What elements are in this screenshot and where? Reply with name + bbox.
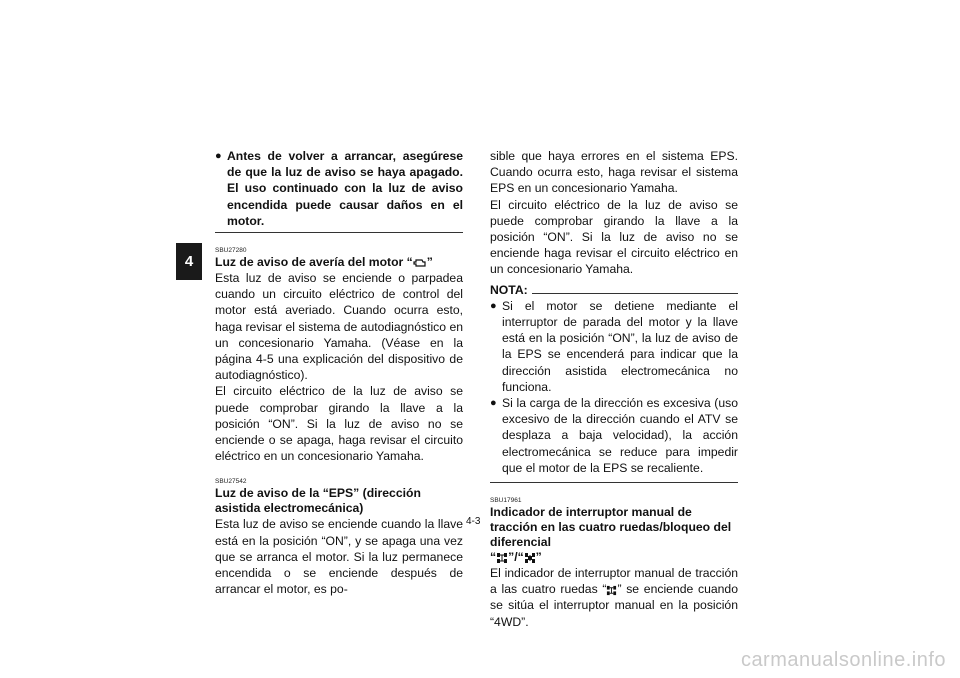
four-wheel-drive-icon (496, 552, 508, 564)
paragraph: Esta luz de aviso se enciende o parpadea cuando un circuito eléctrico de control del motor está averiado. Cuando ocurra esto, haga revisar el sistema de autodiagnóstico en un concesionario Yamaha. (Véase en la página 4-5 una explicación del dispositivo de autodiagnóstico). (215, 271, 463, 383)
bullet-icon: ● (490, 397, 497, 410)
note-label: NOTA: (490, 282, 528, 297)
section-heading-engine-warning (215, 255, 463, 270)
section-code: SBU27280 (215, 247, 247, 255)
four-wheel-drive-icon (606, 585, 617, 596)
note-end-rule (490, 482, 738, 483)
paragraph: sible que haya errores en el sistema EPS. Cuando ocurra esto, haga revisar el sistema EPS en un concesionario Yamaha. (490, 149, 738, 196)
warning-rule (215, 232, 463, 233)
heading-text: Luz de aviso de avería del motor “ (215, 255, 413, 270)
right-column (490, 148, 738, 630)
paragraph: El circuito eléctrico de la luz de aviso se puede comprobar girando la llave a la posición “ON”. Si la luz de aviso no se enciende haga revisar el circuito eléctrico en un concesionario Yamaha. (490, 197, 738, 277)
bullet-icon: ● (490, 299, 497, 312)
quote-close: ” (535, 550, 542, 565)
warning-text: Antes de volver a arrancar, asegúrese de que la luz de aviso se haya apagado. El uso continuado con la luz de aviso encendida puede causar daños en el motor. (227, 149, 463, 228)
chapter-tab (176, 243, 202, 280)
watermark: carmanualsonline.info (740, 649, 946, 671)
section-heading-4wd: Indicador de interruptor manual de tracción en las cuatro ruedas/bloqueo del diferencial (490, 505, 732, 550)
note-item (490, 395, 738, 476)
note-header (490, 282, 738, 298)
section-code: SBU17961 (490, 497, 522, 505)
section-heading-eps: Luz de aviso de la “EPS” (dirección asistida electromecánica) (215, 486, 421, 516)
quote-open: “ (490, 550, 497, 565)
paragraph-text: El indicador de interruptor manual de tracción a las cuatro ruedas “ (490, 566, 738, 597)
engine-icon (413, 258, 427, 268)
paragraph-text: ” se enciende cuando se sitúa el interruptor manual en la posición “4WD”. (490, 582, 738, 629)
diff-lock-icon (524, 552, 536, 564)
chapter-tab-label: 4 (184, 253, 194, 270)
section-code: SBU27542 (215, 478, 247, 486)
note-text: Si la carga de la dirección es excesiva (uso excesivo de la dirección cuando el ATV se desplaza a baja velocidad), la acción electromecánica se reduce para impedir que el motor de la EPS se recaliente. (502, 396, 738, 475)
quote-sep: ”/“ (508, 550, 524, 565)
paragraph: Esta luz de aviso se enciende cuando la llave está en la posición “ON”, y se apaga una vez que se arranca el motor. Si la luz permanece encendida o se enciende después de arrancar el motor, es po- (215, 517, 463, 597)
paragraph (490, 565, 738, 630)
note-item (490, 298, 738, 395)
note-rule (532, 293, 738, 294)
bullet-icon: ● (215, 150, 222, 162)
heading-text-close: ” (426, 255, 433, 270)
note-text: Si el motor se detiene mediante el interruptor de parada del motor y la llave está en la posición “ON”, la luz de aviso de la EPS se encenderá para indicar que la dirección asistida electromecánica no funciona. (502, 298, 738, 394)
page-number: 4-3 (466, 516, 481, 527)
warning-item (215, 148, 463, 229)
left-column (215, 148, 463, 597)
section-heading-symbols (490, 550, 738, 565)
paragraph: El circuito eléctrico de la luz de aviso se puede comprobar girando la llave a la posición “ON”. Si la luz de aviso no se enciende o se apaga, haga revisar el circuito eléctrico en un concesionario Yamaha. (215, 384, 463, 464)
